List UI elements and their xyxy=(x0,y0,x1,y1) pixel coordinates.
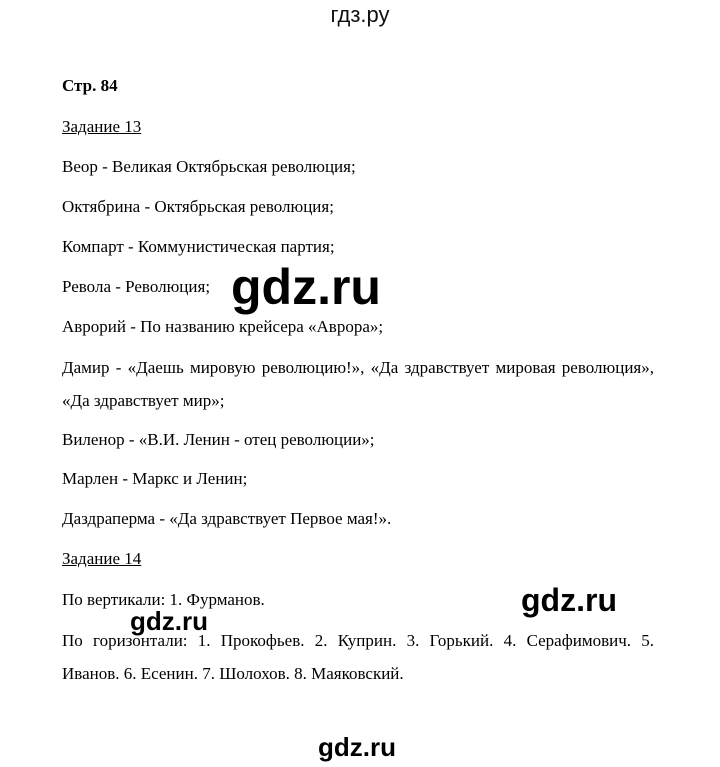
task-13-item: Виленор - «В.И. Ленин - отец революции»; xyxy=(62,430,375,449)
task-13-item: Револа - Революция; xyxy=(62,277,211,296)
task-13-item: Даздраперма - «Да здравствует Первое мая!». xyxy=(62,509,392,528)
task-13-item: Дамир - «Даешь мировую революцию!», «Да здравствует мировая революция», «Да здравствует мир»; xyxy=(62,358,654,410)
watermark-logo: gdz.ru xyxy=(231,259,381,315)
task-13-item: Октябрина - Октябрьская революция; xyxy=(62,197,334,216)
task-14-vertical: По вертикали: 1. Фурманов. xyxy=(62,590,265,609)
task-14-horizontal: По горизонтали: 1. Прокофьев. 2. Куприн. 3. Горький. 4. Серафимович. 5. Иванов. 6. Есенин. 7. Шолохов. 8. Маяковский. xyxy=(62,631,654,683)
task-13-item: Марлен - Маркс и Ленин; xyxy=(62,469,248,488)
watermark-logo: gdz.ru xyxy=(521,582,617,618)
task-14-heading: Задание 14 xyxy=(62,549,142,568)
task-13-item: Аврорий - По названию крейсера «Аврора»; xyxy=(62,317,384,336)
site-header: гдз.ру xyxy=(330,2,390,27)
watermark-logo: gdz.ru xyxy=(318,732,396,762)
watermark-logo: gdz.ru xyxy=(130,606,208,636)
page-number: Стр. 84 xyxy=(62,76,118,95)
task-13-heading: Задание 13 xyxy=(62,117,142,136)
task-13-item: Веор - Великая Октябрьская революция; xyxy=(62,157,356,176)
task-13-item: Компарт - Коммунистическая партия; xyxy=(62,237,335,256)
